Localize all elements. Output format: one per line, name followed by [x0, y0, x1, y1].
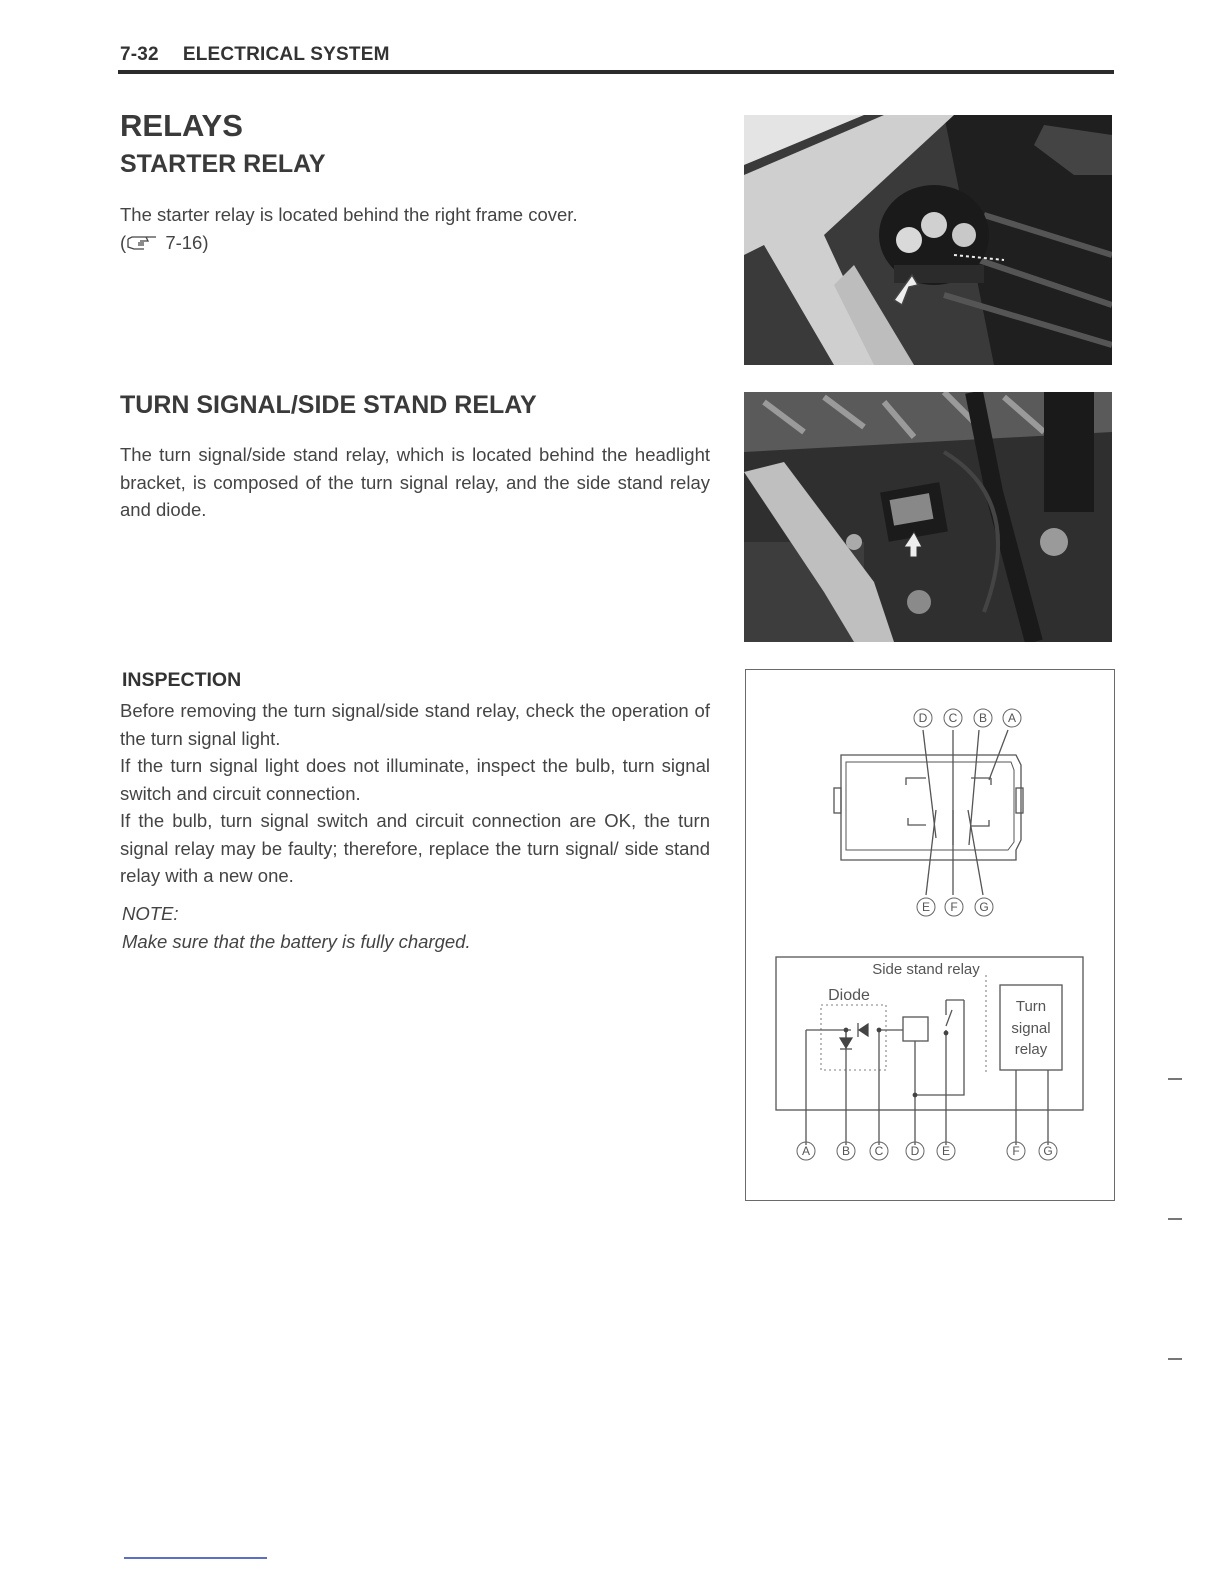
- bottom-terminal-g: G: [979, 900, 989, 914]
- starter-relay-heading: STARTER RELAY: [120, 150, 326, 178]
- circuit-terminal-g: G: [1043, 1144, 1053, 1158]
- circuit-terminal-a: A: [801, 1144, 811, 1158]
- section-title: ELECTRICAL SYSTEM: [182, 44, 390, 65]
- inspection-text-1: Before removing the turn signal/side stand relay, check the operation of the turn signal light.: [120, 700, 710, 749]
- header-rule: [118, 70, 1114, 74]
- turn-signal-relay-heading: TURN SIGNAL/SIDE STAND RELAY: [120, 391, 537, 419]
- circuit-terminal-b: B: [841, 1144, 851, 1158]
- footer-line: [124, 1557, 267, 1559]
- turn-relay-label-3: relay: [1014, 1041, 1048, 1058]
- relay-diagram: [745, 669, 1115, 1201]
- diode-label: Diode: [828, 987, 870, 1004]
- inspection-heading: INSPECTION: [122, 669, 242, 691]
- reference-page: 7-16: [165, 232, 203, 253]
- top-terminal-b: B: [978, 711, 988, 725]
- edge-mark: [1168, 1078, 1182, 1080]
- circuit-terminal-d: D: [910, 1144, 920, 1158]
- turn-signal-relay-text: The turn signal/side stand relay, which is located behind the headlight bracket, is composed of the turn signal relay, and the side stand relay and diode.: [120, 444, 710, 520]
- relay-diagram-svg: [746, 670, 1114, 1200]
- top-terminal-d: D: [918, 711, 928, 725]
- turn-relay-label-2: signal: [1011, 1020, 1051, 1037]
- starter-relay-text: The starter relay is located behind the right frame cover.: [120, 204, 578, 225]
- starter-relay-reference: ( 7-16): [120, 232, 209, 253]
- edge-mark: [1168, 1358, 1182, 1360]
- inspection-text-3: If the bulb, turn signal switch and circuit connection are OK, the turn signal relay may be faulty; therefore, replace the turn signal/ side stand relay with a new one.: [120, 810, 710, 886]
- turn-relay-label-1: Turn: [1015, 998, 1047, 1015]
- turn-signal-relay-photo: [744, 392, 1112, 642]
- top-terminal-a: A: [1007, 711, 1017, 725]
- inspection-text-2: If the turn signal light does not illuminate, inspect the bulb, turn signal switch and circuit connection.: [120, 755, 710, 804]
- bottom-terminal-f: F: [950, 900, 958, 914]
- relays-heading: RELAYS: [120, 108, 243, 143]
- top-terminal-c: C: [948, 711, 958, 725]
- page-number: 7-32: [120, 44, 159, 65]
- reference-hand-icon: [126, 235, 160, 251]
- bottom-terminal-e: E: [921, 900, 931, 914]
- note-label: NOTE:: [122, 903, 179, 924]
- side-stand-relay-label: Side stand relay: [872, 961, 980, 978]
- circuit-terminal-c: C: [874, 1144, 884, 1158]
- circuit-terminal-f: F: [1012, 1144, 1020, 1158]
- inspection-paragraph: [120, 697, 710, 890]
- circuit-terminal-e: E: [941, 1144, 951, 1158]
- starter-relay-photo: [744, 115, 1112, 365]
- note-text: Make sure that the battery is fully charged.: [122, 931, 471, 952]
- edge-mark: [1168, 1218, 1182, 1220]
- page-header: [120, 44, 390, 66]
